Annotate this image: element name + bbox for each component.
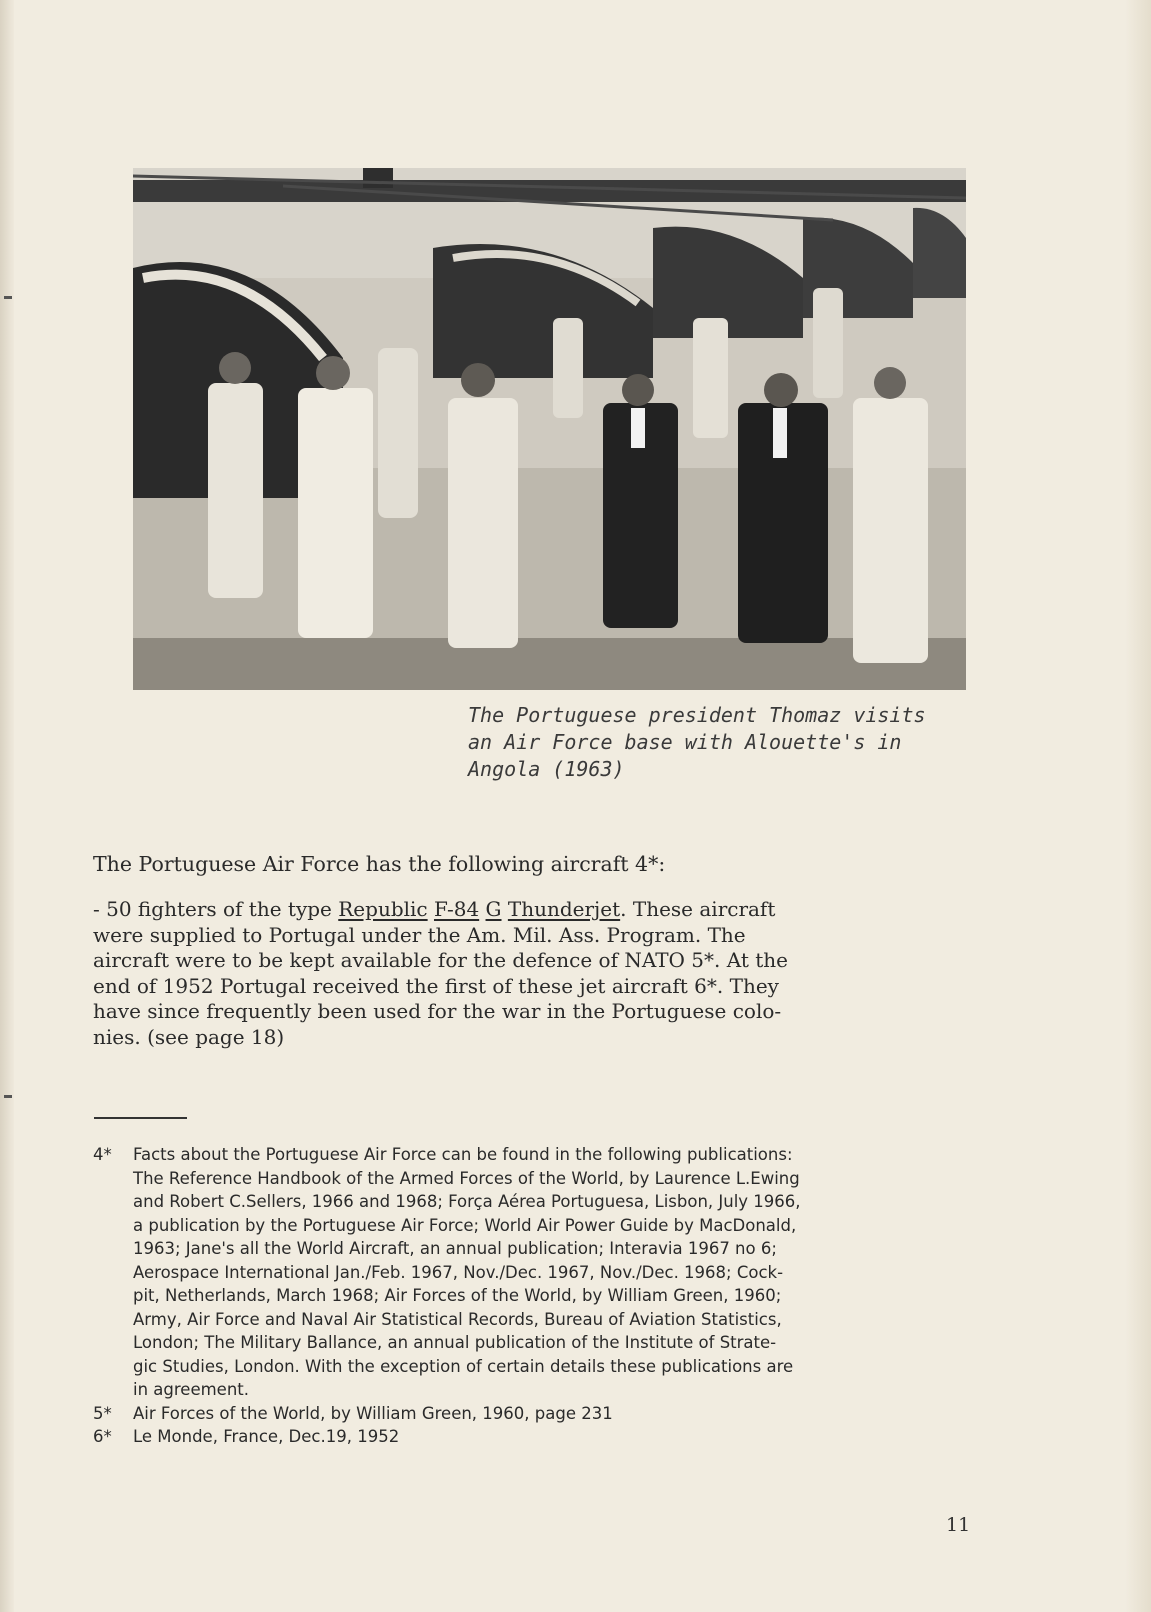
footnote-line: Le Monde, France, Dec.19, 1952	[133, 1427, 400, 1446]
footnote-line: Army, Air Force and Naval Air Statistical Records, Bureau of Aviation Statistics,	[133, 1309, 782, 1329]
page-binding-edge	[0, 0, 14, 1612]
page-right-edge	[1125, 0, 1151, 1612]
helicopter-base-photo	[133, 168, 966, 690]
paragraph-text: . These aircraft	[620, 897, 776, 921]
footnote-5	[93, 1402, 983, 1426]
page-number: 11	[946, 1514, 971, 1536]
footnotes	[93, 1143, 983, 1449]
footnote-line: and Robert C.Sellers, 1966 and 1968; Força Aérea Portuguesa, Lisbon, July 1966,	[133, 1192, 801, 1211]
footnote-line: 1963; Jane's all the World Aircraft, an annual publication; Interavia 1967 no 6;	[133, 1239, 777, 1258]
footnote-line: gic Studies, London. With the exception of certain details these publications are	[133, 1356, 794, 1376]
intro-sentence: The Portuguese Air Force has the following aircraft 4*:	[93, 852, 666, 876]
caption-line: Angola (1963)	[468, 757, 625, 781]
fighters-paragraph	[93, 897, 973, 1050]
photo-caption	[468, 702, 988, 783]
paragraph-text: - 50 fighters of the type	[93, 897, 339, 921]
footnote-4	[93, 1143, 983, 1402]
footnote-line: The Reference Handbook of the Armed Forces of the World, by Laurence L.Ewing	[133, 1168, 800, 1188]
footnote-line: a publication by the Portuguese Air Force; World Air Power Guide by MacDonald,	[133, 1215, 797, 1235]
footnote-6	[93, 1425, 983, 1449]
paragraph-line: aircraft were to be kept available for the defence of NATO 5*. At the	[93, 948, 788, 972]
aircraft-maker: Republic	[338, 897, 428, 921]
caption-line: The Portuguese president Thomaz visits	[468, 703, 926, 727]
paragraph-line: have since frequently been used for the war in the Portuguese colo-	[93, 999, 782, 1023]
aircraft-model: F-84	[433, 897, 480, 921]
staple-mark	[4, 296, 12, 299]
footnote-line: in agreement.	[133, 1380, 249, 1399]
footnote-line: Facts about the Portuguese Air Force can be found in the following publications:	[133, 1145, 793, 1164]
footnote-divider	[94, 1117, 187, 1119]
photo-illustration	[133, 168, 966, 690]
paragraph-line: nies. (see page 18)	[93, 1024, 285, 1049]
paragraph-line	[93, 897, 973, 923]
staple-mark	[4, 1095, 12, 1098]
aircraft-name: Thunderjet	[507, 897, 621, 921]
footnote-mark: 4*	[93, 1145, 112, 1164]
footnote-body	[133, 1402, 613, 1426]
paragraph-line: end of 1952 Portugal received the first of these jet aircraft 6*. They	[93, 973, 779, 998]
footnote-mark: 5*	[93, 1403, 112, 1423]
footnote-line: pit, Netherlands, March 1968; Air Forces of the World, by William Green, 1960;	[133, 1286, 782, 1305]
footnote-body	[133, 1143, 801, 1402]
footnote-line: Aerospace International Jan./Feb. 1967, Nov./Dec. 1967, Nov./Dec. 1968; Cock-	[133, 1262, 784, 1282]
footnote-line: London; The Military Ballance, an annual publication of the Institute of Strate-	[133, 1333, 777, 1352]
aircraft-variant: G	[485, 897, 502, 921]
paragraph-line: were supplied to Portugal under the Am. Mil. Ass. Program. The	[93, 922, 746, 947]
caption-line: an Air Force base with Alouette's in	[468, 730, 902, 754]
footnote-mark: 6*	[93, 1427, 112, 1446]
footnote-line: Air Forces of the World, by William Green, 1960, page 231	[133, 1403, 613, 1423]
footnote-body	[133, 1425, 399, 1449]
